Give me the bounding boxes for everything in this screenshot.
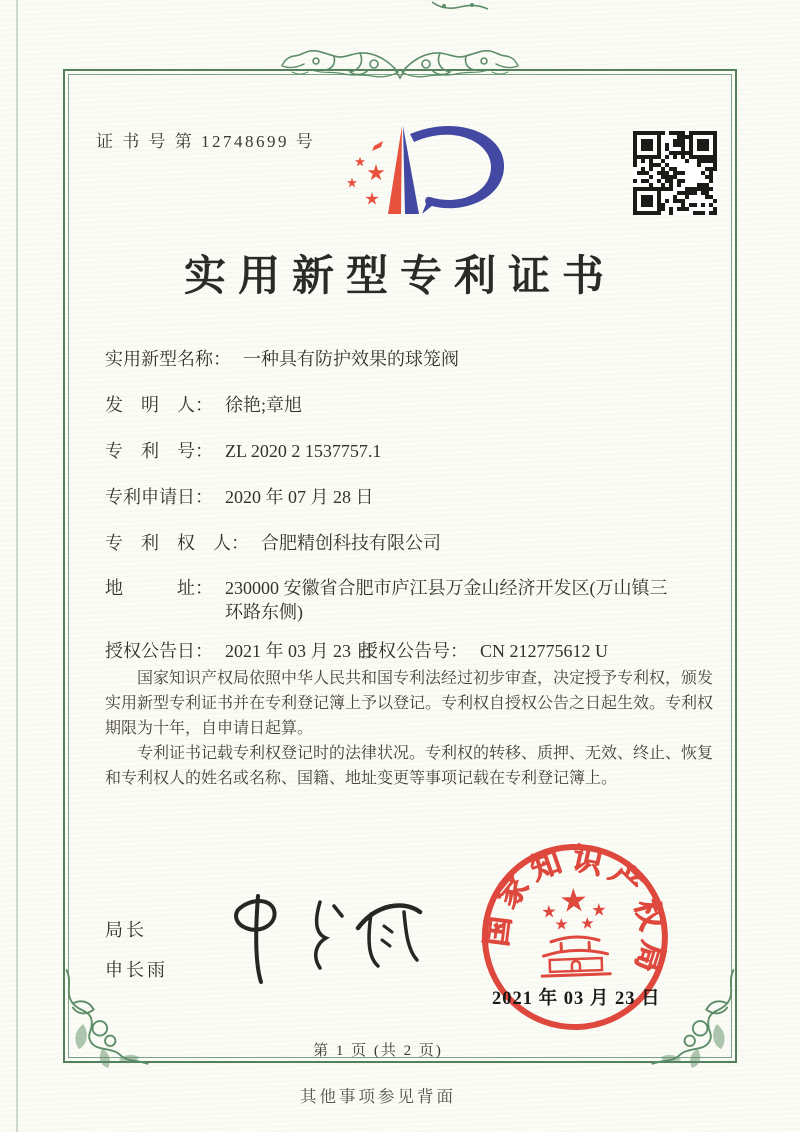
official-seal-icon — [467, 836, 684, 1043]
qr-code — [633, 131, 717, 215]
field-value: 2021 年 03 月 23 日 — [225, 641, 374, 661]
field-row-patentee — [105, 530, 721, 556]
field-value: 一种具有防护效果的球笼阀 — [243, 349, 459, 369]
field-value: 徐艳;章旭 — [225, 395, 303, 415]
field-label: 实用新型名称： — [105, 349, 231, 369]
certificate-title: 实用新型专利证书 — [183, 254, 616, 300]
page-number: 第 1 页 (共 2 页) — [313, 1043, 443, 1059]
field-row-filing-date — [105, 484, 721, 510]
field-label: 专利申请日： — [105, 487, 213, 507]
field-grant-number — [360, 638, 608, 664]
field-row-patent-number — [105, 438, 721, 464]
cnipa-logo-icon — [338, 112, 516, 234]
field-row-grant-announcement — [105, 638, 721, 664]
field-value — [225, 576, 668, 624]
field-row-inventor — [105, 392, 721, 418]
field-label: 发 明 人： — [105, 395, 213, 415]
top-border-ornament-icon — [278, 38, 522, 92]
field-value: 2020 年 07 月 28 日 — [225, 487, 374, 507]
top-edge-ornament-icon — [428, 0, 492, 12]
seal-org-text: 国家知识产权局 — [480, 842, 670, 983]
fields-list — [105, 346, 721, 684]
field-row-utility-model-name — [105, 346, 721, 372]
address-line-1: 230000 安徽省合肥市庐江县万金山经济开发区(万山镇三 — [225, 578, 668, 598]
officer-name: 申长雨 — [105, 960, 168, 980]
field-label: 授权公告号： — [360, 641, 468, 661]
certificate-number: 证 书 号 第 12748699 号 — [96, 132, 316, 151]
field-label: 地 址： — [105, 578, 213, 598]
field-label: 专 利 权 人： — [105, 533, 249, 553]
field-value: 合肥精创科技有限公司 — [261, 533, 441, 553]
field-value: ZL 2020 2 1537757.1 — [225, 441, 382, 461]
paper-edge-line — [16, 0, 18, 1132]
address-line-2: 环路东侧) — [225, 602, 303, 622]
legal-text — [105, 666, 719, 791]
seal-date: 2021 年 03 月 23 日 — [492, 989, 661, 1009]
signature-handwriting-icon — [208, 882, 438, 992]
field-value: CN 212775612 U — [480, 641, 609, 661]
legal-paragraph-2: 专利证书记载专利权登记时的法律状况。专利权的转移、质押、无效、终止、恢复和专利权人的姓名或名称、国籍、地址变更等事项记载在专利登记簿上。 — [105, 745, 714, 787]
legal-paragraph-1: 国家知识产权局依照中华人民共和国专利法经过初步审查，决定授予专利权，颁发实用新型专利证书并在专利登记簿上予以登记。专利权自授权公告之日起生效。专利权期限为十年，自申请日起算。 — [105, 670, 714, 737]
field-label: 专 利 号： — [105, 441, 213, 461]
field-label: 授权公告日： — [105, 641, 213, 661]
svg-text:国家知识产权局 — [477, 839, 671, 989]
field-row-address — [105, 576, 721, 624]
officer-title: 局长 — [105, 920, 147, 940]
back-note: 其他事项参见背面 — [300, 1087, 456, 1106]
officer-block — [105, 916, 168, 996]
